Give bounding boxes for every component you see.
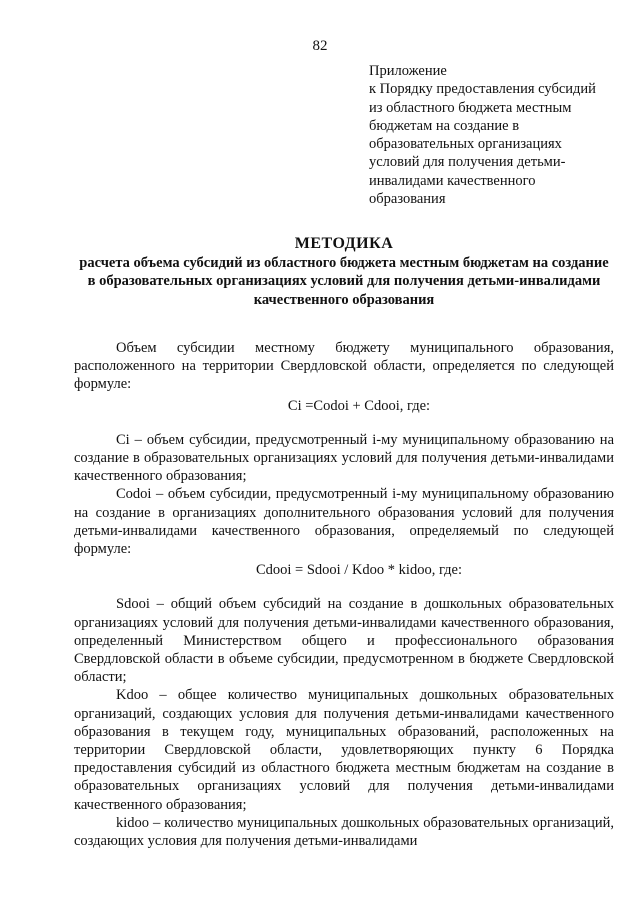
paragraph-intro: Объем субсидии местному бюджету муниципального образования, расположенного на территории Свердловской области, определяется по следующей формуле: <box>74 340 614 393</box>
paragraph-codoi-definition: Codoi – объем субсидии, предусмотренный i-му муниципальному образованию на создание в организациях дополнительного образования условий для получения детьми-инвалидами качественного образования, определяемый по следующей формуле: <box>74 486 614 558</box>
title-subtitle: расчета объема субсидий из областного бюджета местным бюджетам на создание в образовательных организациях условий для получения детьми-инвалидами качественного образования <box>79 255 609 308</box>
appendix-line: образования <box>369 191 446 208</box>
appendix-line: образовательных организациях <box>369 136 562 153</box>
appendix-line: бюджетам на создание в <box>369 117 520 134</box>
appendix-line: инвалидами качественного <box>369 172 536 189</box>
formula-cdooi: Cdooi = Sdooi / Kdoo * kidoo, где: <box>255 562 463 579</box>
document-body <box>74 339 614 850</box>
paragraph-kidoo-definition: kidoo – количество муниципальных дошкольных образовательных организаций, создающих условия для получения детьми-инвалидами <box>74 814 614 850</box>
appendix-note <box>369 62 631 208</box>
title-main: МЕТОДИКА <box>294 235 394 252</box>
page-number: 82 <box>312 38 328 54</box>
document-title <box>74 234 614 309</box>
appendix-line: из областного бюджета местным <box>369 99 572 116</box>
paragraph-sdooi-definition: Sdooi – общий объем субсидий на создание в дошкольных образовательных организациях условий для получения детьми-инвалидами качественного образования, определенный Министерством общего и профессионального образования Свердловской области в объеме субсидии, предусмотренном в бюджете Свердловской области; <box>74 596 614 686</box>
appendix-line: к Порядку предоставления субсидий <box>369 81 596 98</box>
paragraph-ci-definition: Ci – объем субсидии, предусмотренный i-му муниципальному образованию на создание в образовательных организациях условий для получения детьми-инвалидами качественного образования; <box>74 431 614 485</box>
formula-ci: Ci =Codoi + Cdooi, где: <box>287 397 431 414</box>
appendix-line: условий для получения детьми- <box>369 154 566 171</box>
paragraph-kdoo-definition: Kdoo – общее количество муниципальных дошкольных образовательных организаций, создающих условия для получения детьми-инвалидами качественного образования в текущем году, муниципальных образований, расположенных на территории Свердловской области, удовлетворяющих пункту 6 Порядка предоставления субсидий из областного бюджета местным бюджетам на создание в образовательных организациях условий для получения детьми-инвалидами качественного образования; <box>74 687 614 813</box>
appendix-line: Приложение <box>369 63 447 79</box>
